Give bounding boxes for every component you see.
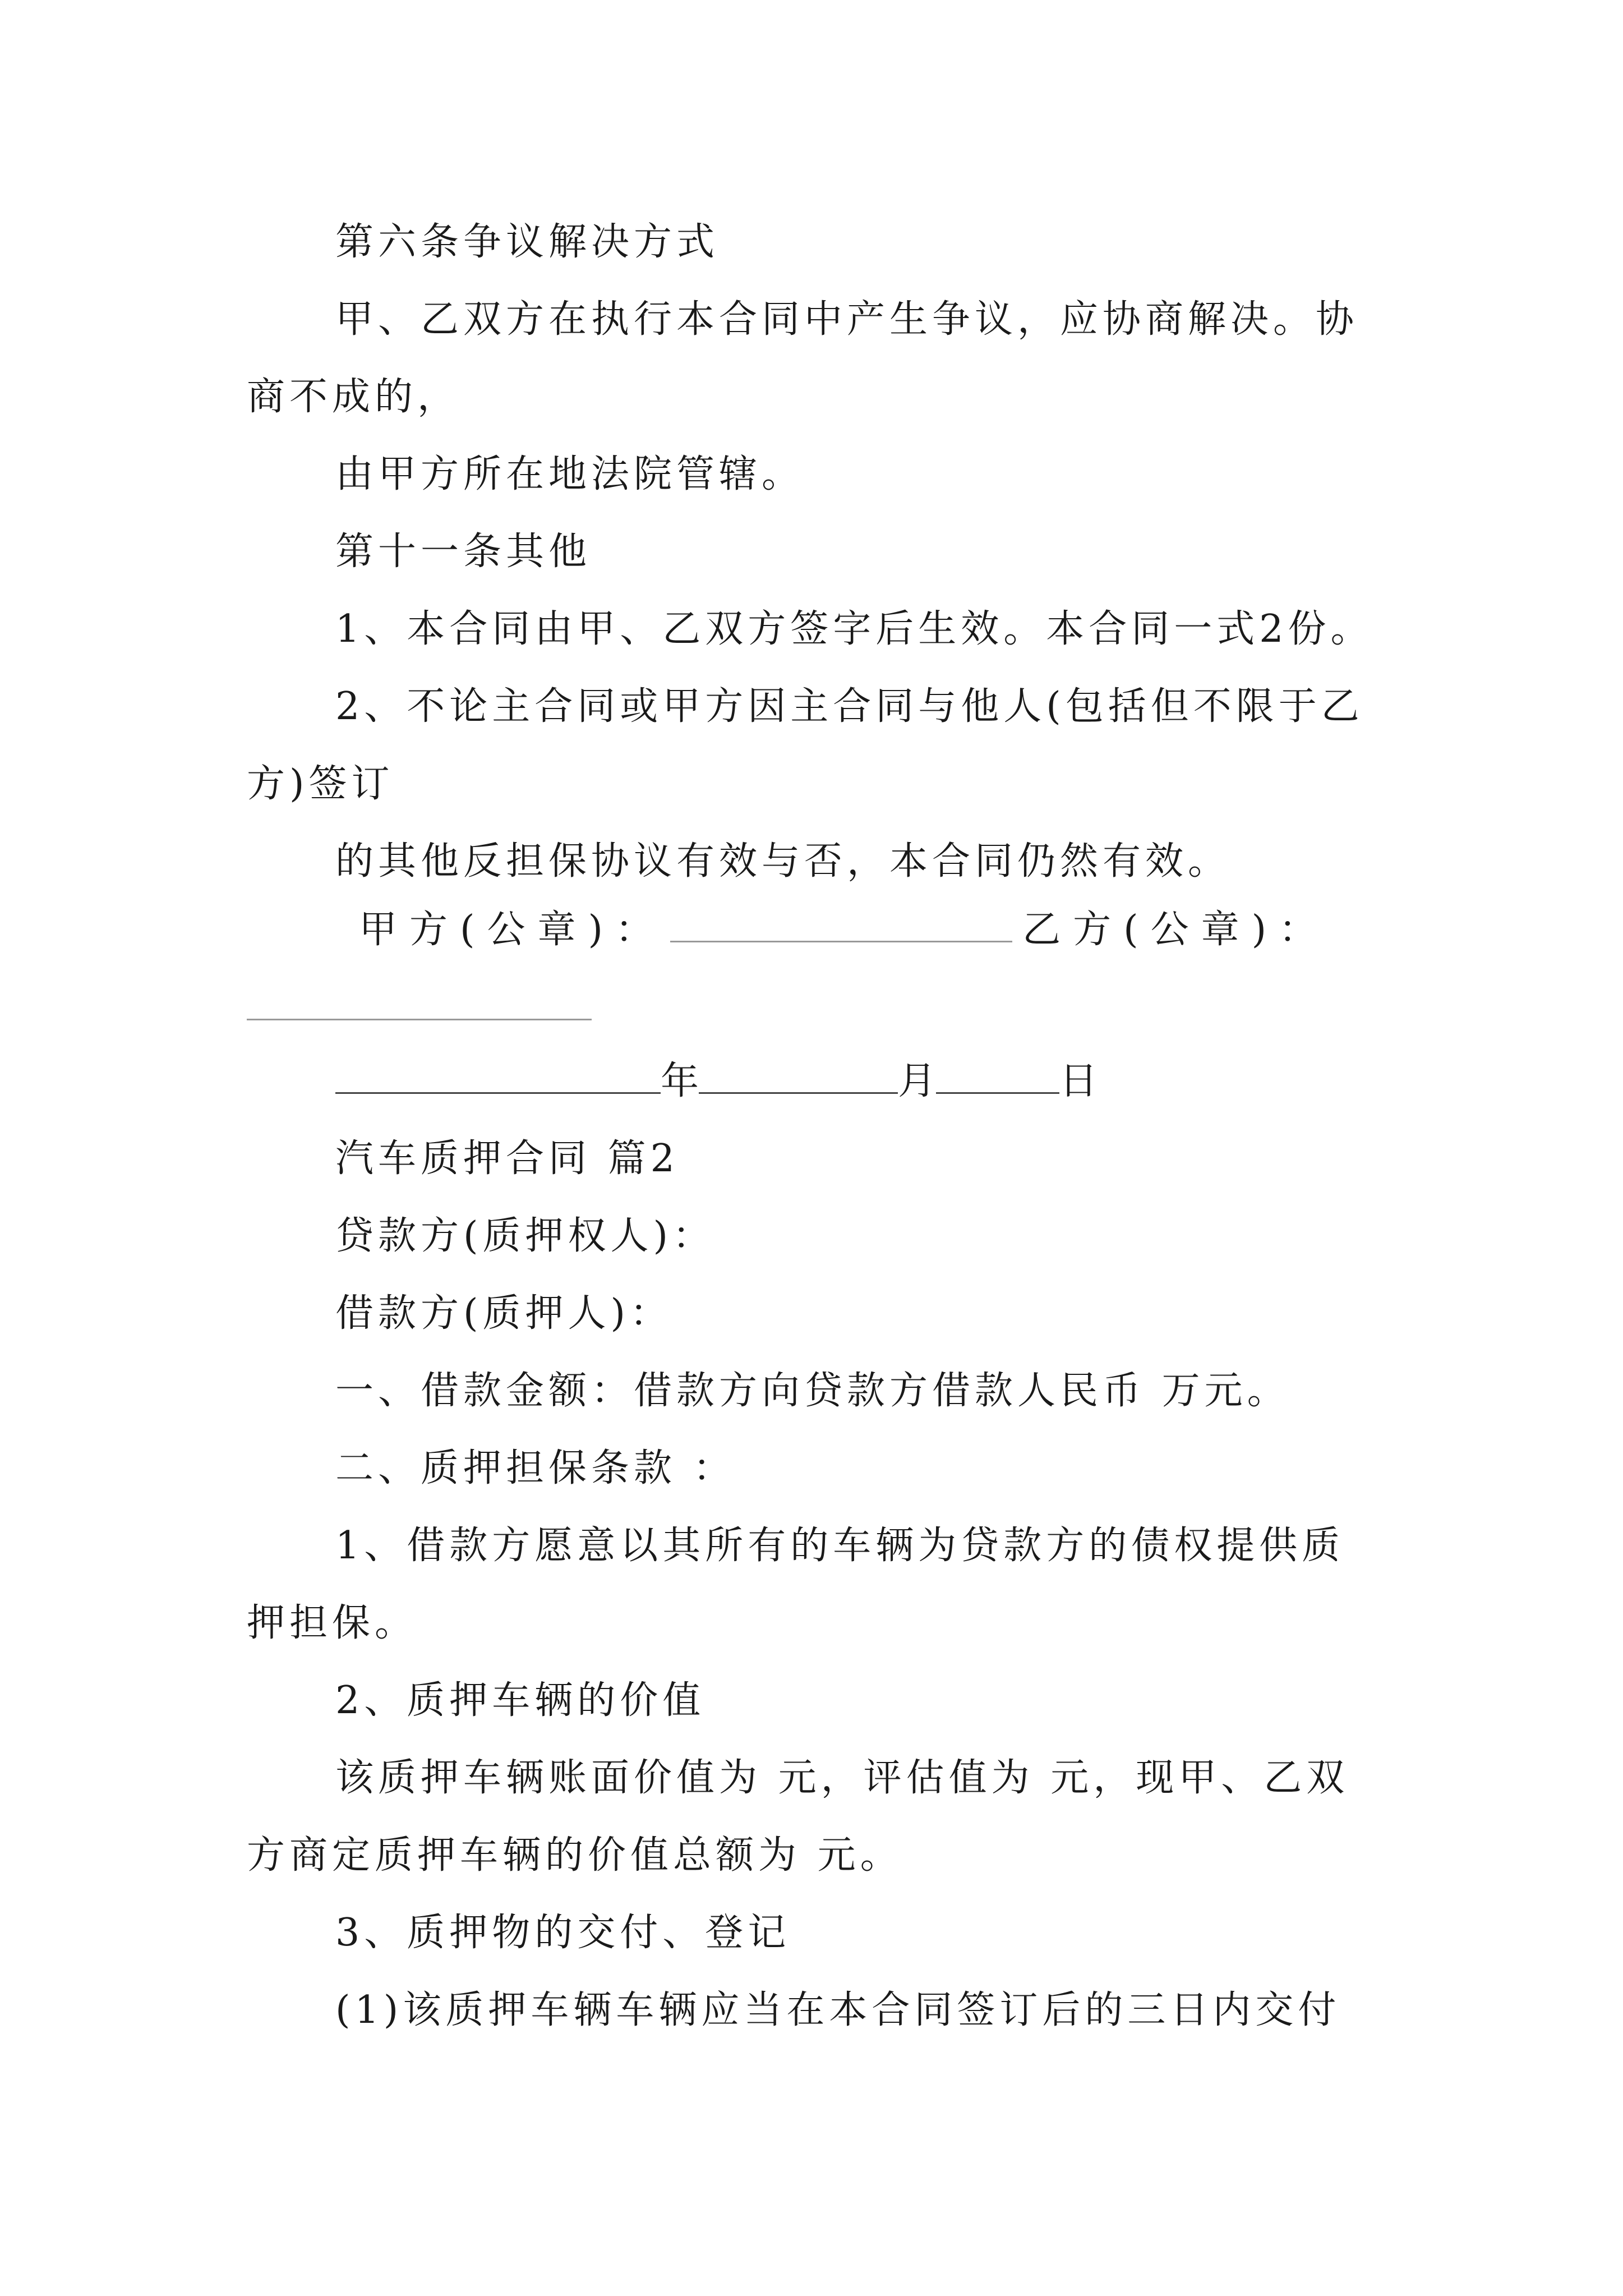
lender-label: 贷款方(质押权人)：	[335, 1214, 716, 1258]
paragraph-line: 2、不论主合同或甲方因主合同与他人(包括但不限于乙	[335, 684, 1364, 729]
section-title: 汽车质押合同 篇2	[335, 1137, 679, 1181]
signature-row	[359, 908, 1329, 953]
party-b-seal-label: 乙方(公章)：	[1022, 908, 1330, 952]
article-6-heading: 第六条争议解决方式	[335, 220, 720, 264]
party-a-seal-label: 甲方(公章)：	[359, 908, 666, 952]
article-11-heading: 第十一条其他	[335, 530, 592, 574]
paragraph-line: 该质押车辆账面价值为 元，评估值为 元，现甲、乙双	[335, 1756, 1349, 1800]
paragraph-line: 方)签订	[247, 762, 394, 806]
clause-heading: 2、质押车辆的价值	[335, 1678, 706, 1723]
paragraph-line: 由甲方所在地法院管辖。	[335, 452, 805, 496]
paragraph-line: 1、本合同由甲、乙双方签字后生效。本合同一式2份。	[335, 607, 1373, 651]
paragraph-line: 一、借款金额：借款方向贷款方借款人民币 万元。	[335, 1369, 1290, 1413]
party-b-signature-blank	[247, 1019, 592, 1020]
clause-heading: 3、质押物的交付、登记	[335, 1911, 791, 1955]
year-label: 年	[661, 1059, 699, 1103]
paragraph-line: 的其他反担保协议有效与否，本合同仍然有效。	[335, 839, 1231, 884]
month-blank	[699, 1060, 898, 1094]
borrower-label: 借款方(质押人)：	[335, 1291, 673, 1336]
paragraph-line: 1、借款方愿意以其所有的车辆为贷款方的债权提供质	[335, 1524, 1345, 1568]
clause-heading: 二、质押担保条款 ：	[335, 1446, 736, 1490]
paragraph-line: 押担保。	[247, 1601, 418, 1645]
party-a-signature-blank	[670, 908, 1012, 942]
paragraph-line: (1)该质押车辆车辆应当在本合同签订后的三日内交付	[335, 1988, 1341, 2032]
date-line	[335, 1059, 1098, 1104]
paragraph-line: 甲、乙双方在执行本合同中产生争议，应协商解决。协	[335, 297, 1359, 342]
paragraph-line: 商不成的，	[247, 375, 460, 419]
year-blank	[335, 1060, 661, 1094]
day-blank	[936, 1060, 1059, 1094]
day-label: 日	[1059, 1059, 1098, 1103]
paragraph-line: 方商定质押车辆的价值总额为 元。	[247, 1833, 903, 1878]
month-label: 月	[898, 1059, 937, 1103]
